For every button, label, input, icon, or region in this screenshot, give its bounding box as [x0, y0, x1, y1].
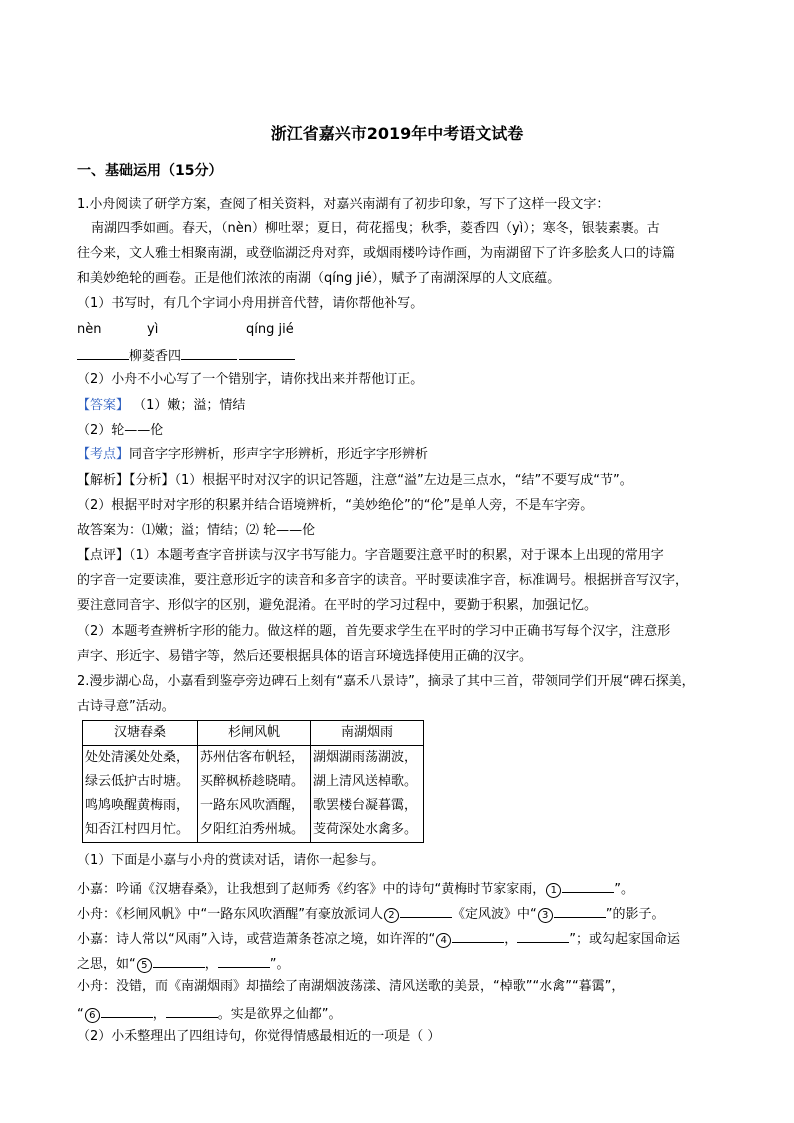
dialogue-text: ”的影子。: [605, 907, 665, 922]
answer-blank-3[interactable]: [239, 346, 295, 360]
answer-blank-2[interactable]: [181, 346, 237, 360]
dialogue-text: 小嘉：吟诵《汉塘春桑》，让我想到了赵师秀《约客》中的诗句“黄梅时节家家雨，: [77, 882, 546, 897]
dianping-text-3: 要注意同音字、形似字的区别，避免混淆。在平时的学习过程中，要勤于积累，加强记忆。: [77, 598, 598, 613]
jiexi-tag: 【解析】: [77, 473, 130, 488]
dialogue-text: ，: [152, 1007, 166, 1022]
q1-blank-line: [77, 346, 295, 365]
dialogue-text: 。实是欲界之仙都”。: [217, 1007, 342, 1022]
dialogue-text: “: [77, 1007, 84, 1022]
poem-line: 鸣鸠唤醒黄梅雨，: [85, 798, 190, 813]
dianping-text-5: 声字、形近字、易错字等，然后还要根据具体的语言环境选择使用正确的汉字。: [77, 649, 533, 664]
dianping-text-2: 的字音一定要读准，要注意形近字的读音和多音字的读音。平时要读准字音，标准调号。根据拼音写汉字，: [77, 573, 689, 588]
circled-number-3: 3: [538, 908, 553, 923]
dialogue-line4: [77, 954, 290, 973]
poem-body-3: [311, 746, 424, 843]
dialogue-line3: [77, 929, 680, 948]
jiexi-text-2: （2）根据平时对字形的积累并结合语境辨析，“美妙绝伦”的“伦”是单人旁，不是车字旁。: [77, 498, 594, 513]
kaodian-text: 同音字字形辨析，形声字字形辨析，形近字字形辨析: [129, 447, 429, 462]
dialogue-text: ，: [204, 957, 218, 972]
q2-sub1: （1）下面是小嘉与小舟的赏读对话，请你一起参与。: [77, 853, 385, 868]
q1-intro: 1.小舟阅读了研学方案，查阅了相关资料，对嘉兴南湖有了初步印象，写下了这样一段文字：: [77, 197, 610, 212]
poem-body-2: [198, 746, 311, 843]
answer-blank-c5a[interactable]: [153, 954, 205, 968]
q1-passage-line1: 南湖四季如画。春天，（nèn）柳吐翠；夏日，荷花摇曳；秋季，菱香四（yì）；寒冬，银装素裹。古: [91, 221, 660, 236]
answer-tag: 【答案】: [77, 398, 130, 413]
poem-line: 夕阳红泊秀州城。: [200, 822, 305, 837]
poem-line: 芰荷深处水禽多。: [313, 822, 418, 837]
poem-line: 湖上清风送棹歌。: [313, 774, 418, 789]
answer-line: [77, 398, 245, 414]
q1-sub2: （2）小舟不小心写了一个错别字，请你找出来并帮他订正。: [77, 372, 424, 387]
dialogue-line5: 小舟：没错，而《南湖烟雨》却描绘了南湖烟波荡漾、清风送歌的美景，“棹歌”“水禽”“暮霭”，: [77, 979, 625, 994]
dialogue-text: ”。: [614, 882, 634, 897]
poem-line: 知否江村四月忙。: [85, 822, 190, 837]
dialogue-text: 小嘉：诗人常以“风雨”入诗，或营造萧条苍凉之境，如许浑的“: [77, 932, 436, 947]
dialogue-line6: [77, 1004, 342, 1023]
answer-blank-c6b[interactable]: [166, 1004, 218, 1018]
dialogue-text: 之思，如“: [77, 957, 136, 972]
poem-table: [82, 720, 424, 843]
poem-line: 歌罢楼台凝暮霭，: [313, 798, 418, 813]
poem-title-1: 汉塘春桑: [83, 721, 198, 746]
answer-blank-c2[interactable]: [400, 904, 452, 918]
q1-passage-line2: 往今来，文人雅士相聚南湖，或登临湖泛舟对弈，或烟雨楼吟诗作画，为南湖留下了许多脍炙人口的诗篇: [77, 246, 676, 261]
kaodian-tag: 【考点】: [77, 447, 130, 462]
blank-line-text: 柳菱香四: [129, 349, 182, 364]
poem-line: 买醉枫桥趁晓晴。: [200, 774, 305, 789]
poem-title-2: 杉闸风帆: [198, 721, 311, 746]
poem-line: 苏州估客布帆轻，: [200, 750, 305, 765]
circled-number-6: 6: [85, 1008, 100, 1023]
jiexi-line1: [77, 473, 633, 489]
answer-blank-c4b[interactable]: [517, 929, 569, 943]
jiexi-text-1: （1）根据平时对汉字的识记答题，注意“溢”左边是三点水，“结”不要写成“节”。: [174, 473, 633, 488]
dialogue-text: ”。: [269, 957, 290, 972]
dianping-text-4: （2）本题考查辨析字形的能力。做这样的题，首先要求学生在平时的学习中正确书写每个汉字，注意形: [77, 624, 671, 639]
q2-intro-line1: 2.漫步湖心岛，小嘉看到鉴亭旁边碑石上刻有“嘉禾八景诗”，摘录了其中三首，带领同学们开展“碑石探美，: [77, 674, 695, 689]
q2-intro-line2: 古诗寻意”活动。: [77, 699, 175, 714]
page-title: 浙江省嘉兴市2019年中考语文试卷: [270, 124, 524, 143]
poem-line: 湖烟湖雨荡湖波，: [313, 750, 418, 765]
circled-number-2: 2: [384, 908, 399, 923]
q1-passage-line3: 和美妙绝轮的画卷。正是他们浓浓的南湖（qíng jié），赋予了南湖深厚的人文底蕴。: [77, 271, 561, 286]
dialogue-line1: [77, 879, 634, 898]
dianping-tag: 【点评】: [77, 548, 130, 563]
circled-number-1: 1: [546, 883, 561, 898]
answer-blank-c1[interactable]: [562, 879, 614, 893]
dialogue-line2: [77, 904, 664, 923]
answer-blank-1[interactable]: [77, 346, 129, 360]
circled-number-5: 5: [137, 958, 152, 973]
poem-title-3: 南湖烟雨: [311, 721, 424, 746]
dialogue-text: ”；或勾起家国命运: [569, 932, 680, 947]
pinyin-qingjie: qíng jié: [246, 322, 294, 337]
circled-number-4: 4: [436, 933, 451, 948]
q2-sub2: （2）小禾整理出了四组诗句，你觉得情感最相近的一项是（ ）: [77, 1029, 441, 1044]
section-heading: 一、基础运用（15分）: [77, 163, 223, 179]
pinyin-yi: yì: [147, 322, 159, 337]
q1-sub1: （1）书写时，有几个字词小舟用拼音代替，请你帮他补写。: [77, 296, 424, 311]
dianping-text-1: （1）本题考查字音拼读与汉字书写能力。字音题要注意平时的积累，对于课本上出现的常用字: [129, 548, 664, 563]
poem-line: 处处清溪处处桑，: [85, 750, 190, 765]
answer-blank-c5b[interactable]: [218, 954, 270, 968]
pinyin-nen: nèn: [77, 322, 102, 337]
poem-line: 绿云低护古时塘。: [85, 774, 190, 789]
answer-blank-c6a[interactable]: [101, 1004, 153, 1018]
dianping-line1: [77, 548, 664, 564]
final-answer: 故答案为：⑴嫩；溢；情结；⑵ 轮——伦: [77, 523, 316, 538]
answer-blank-c4a[interactable]: [452, 929, 504, 943]
dialogue-text: 小舟：《杉闸风帆》中“一路东风吹酒醒”有豪放派词人: [77, 907, 383, 922]
dialogue-text: ，: [504, 932, 518, 947]
dialogue-text: 《定风波》中“: [451, 907, 537, 922]
poem-line: 一路东风吹酒醒，: [200, 798, 305, 813]
answer-text-2: （2）轮——伦: [77, 423, 164, 438]
poem-body-1: [83, 746, 198, 843]
answer-blank-c3[interactable]: [554, 904, 606, 918]
kaodian-line: [77, 447, 428, 463]
answer-text-1: （1）嫩；溢；情结: [133, 398, 246, 413]
fenxi-tag: 【分析】: [129, 473, 175, 488]
